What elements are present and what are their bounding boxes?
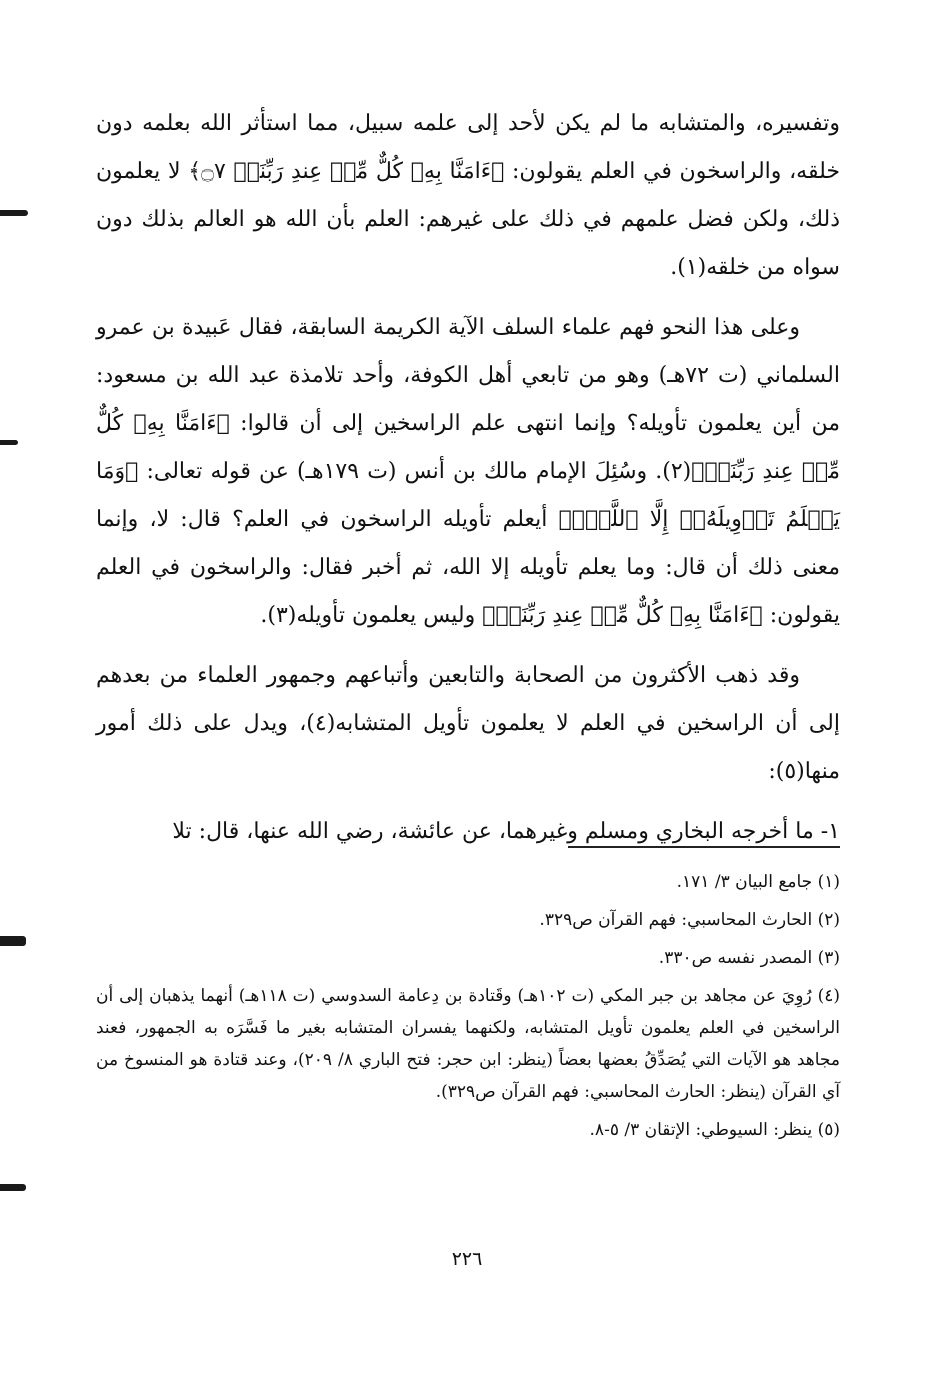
footnotes [96, 866, 840, 1152]
page-edge-mark [0, 1184, 26, 1191]
main-text [96, 100, 840, 868]
paragraph: وقد ذهب الأكثرون من الصحابة والتابعين وأتباعهم وجمهور العلماء من بعدهم إلى أن الراسخين في العلم لا يعلمون تأويل المتشابه(٤)، ويدل على ذلك أمور منها(٥): [96, 663, 840, 784]
page-number: ٢٢٦ [451, 1248, 483, 1270]
footnote: (٥) ينظر: السيوطي: الإتقان ٣/ ٥-٨. [589, 1120, 840, 1140]
page-edge-mark [0, 440, 18, 445]
paragraph: ١- ما أخرجه البخاري ومسلم وغيرهما، عن عائشة، رضي الله عنها، قال: تلا [172, 819, 840, 844]
footnote: (٤) رُوِيَ عن مجاهد بن جبر المكي (ت ١٠٢هـ) وقَتادة بن دِعامة السدوسي (ت ١١٨هـ) أنهما يذهبان إلى أن الراسخين في العلم يعلمون تأويل المتشابه، ولكنهما يفسران المتشابه بغير ما فَسَّرَه به الجمهور، فعند مجاهد هو الآيات التي يُصَدِّقُ بعضها بعضاً (ينظر: ابن حجر: فتح الباري ٨/ ٢٠٩)، وعند قتادة هو المنسوخ من آي القرآن (ينظر: الحارث المحاسبي: فهم القرآن ص٣٢٩). [96, 986, 841, 1102]
footnote: (٢) الحارث المحاسبي: فهم القرآن ص٣٢٩. [539, 910, 840, 930]
footnote: (٣) المصدر نفسه ص٣٣٠. [658, 948, 840, 968]
paragraph: وتفسيره، والمتشابه ما لم يكن لأحد إلى علمه سبيل، مما استأثر الله بعلمه دون خلقه، والراسخون في العلم يقولون: ﴿ءَامَنَّا بِهِۦ كُلٌّ مِّنۡ عِندِ رَبِّنَاۗ ۝٧﴾ لا يعلمون ذلك، ولكن فضل علمهم في ذلك على غيرهم: العلم بأن الله هو العالم بذلك دون سواه من خلقه(١). [96, 111, 840, 280]
page-edge-mark [0, 936, 26, 946]
page-edge-mark [0, 210, 28, 216]
footnote-separator [568, 846, 840, 848]
paragraph: وعلى هذا النحو فهم علماء السلف الآية الكريمة السابقة، فقال عَبيدة بن عمرو السلماني (ت ٧٢هـ) وهو من تابعي أهل الكوفة، وأحد تلامذة عبد الله بن مسعود: من أين يعلمون تأويله؟ وإنما انتهى علم الراسخين إلى أن قالوا: ﴿ءَامَنَّا بِهِۦ كُلٌّ مِّنۡ عِندِ رَبِّنَاۗ﴾(٢). وسُئِلَ الإمام مالك بن أنس (ت ١٧٩هـ) عن قوله تعالى: ﴿وَمَا يَعۡلَمُ تَأۡوِيلَهُۥٓ إِلَّا ٱللَّهُۗ﴾ أيعلم تأويله الراسخون في العلم؟ قال: لا، وإنما معنى ذلك أن قال: وما يعلم تأويله إلا الله، ثم أخبر فقال: والراسخون في العلم يقولون: ﴿ءَامَنَّا بِهِۦ كُلٌّ مِّنۡ عِندِ رَبِّنَاۗ﴾ وليس يعلمون تأويله(٣). [96, 315, 841, 628]
footnote: (١) جامع البيان ٣/ ١٧١. [676, 872, 840, 892]
